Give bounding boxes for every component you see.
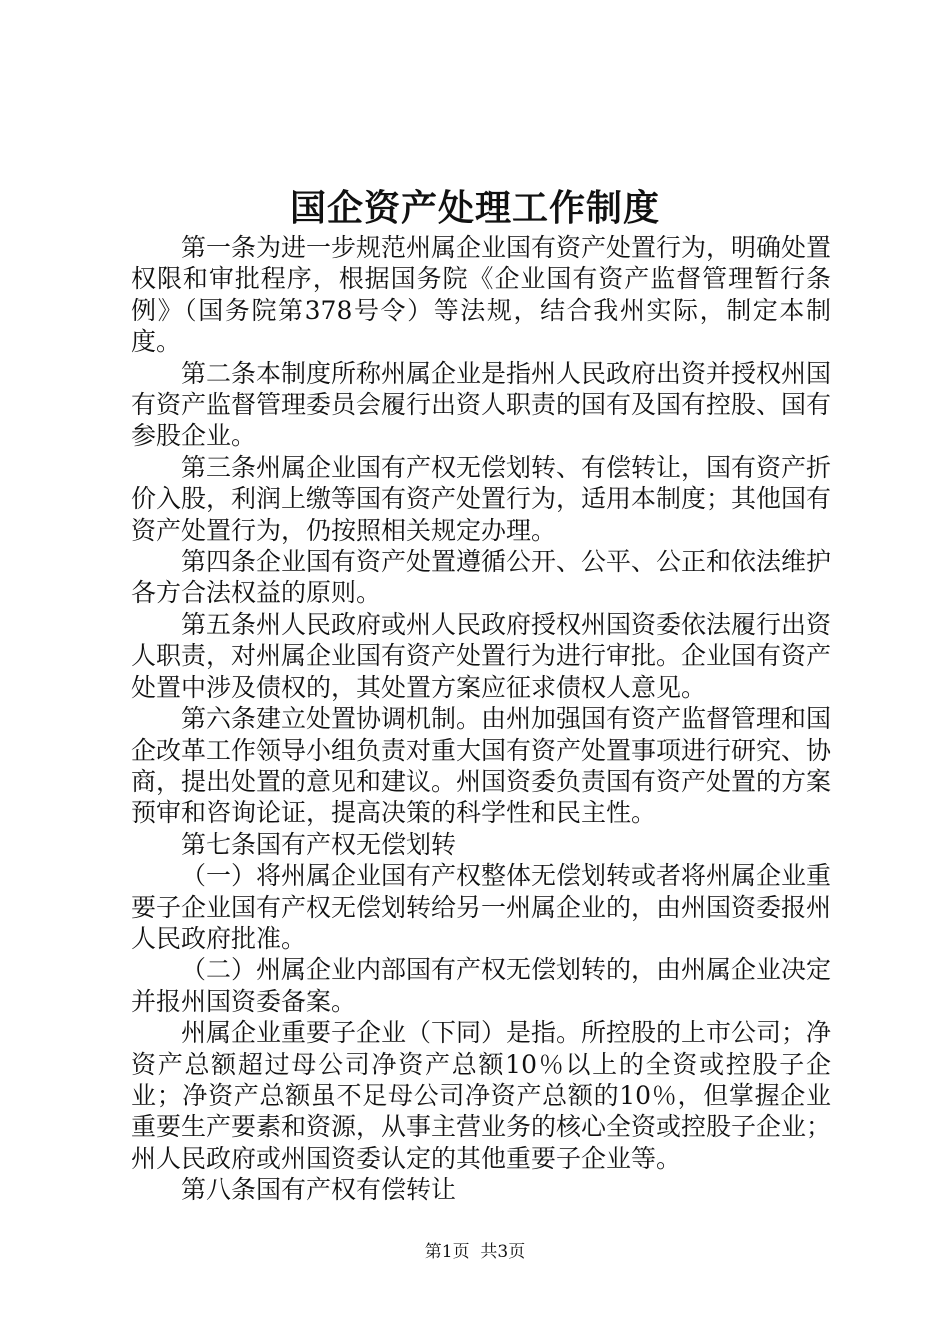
article-6: 第六条建立处置协调机制。由州加强国有资产监督管理和国企改革工作领导小组负责对重大国有资产处置事项进行研究、协商，提出处置的意见和建议。州国资委负责国有资产处置的方案预审和咨询论证，提高决策的科学性和民主性。 bbox=[131, 704, 832, 828]
article-3: 第三条州属企业国有产权无偿划转、有偿转让，国有资产折价入股，利润上缴等国有资产处置行为，适用本制度；其他国有资产处置行为，仍按照相关规定办理。 bbox=[131, 452, 832, 545]
article-7-clause-2: （二）州属企业内部国有产权无偿划转的，由州属企业决定并报州国资委备案。 bbox=[131, 955, 832, 1016]
article-2: 第二条本制度所称州属企业是指州人民政府出资并授权州国有资产监督管理委员会履行出资人职责的国有及国有控股、国有参股企业。 bbox=[131, 358, 832, 451]
article-7-heading: 第七条国有产权无偿划转 bbox=[181, 829, 457, 859]
article-7-clause-1: （一）将州属企业国有产权整体无偿划转或者将州属企业重要子企业国有产权无偿划转给另一州属企业的，由州国资委报州人民政府批准。 bbox=[131, 861, 832, 953]
footer-spacer bbox=[470, 1242, 481, 1262]
page-total: 共3页 bbox=[480, 1242, 526, 1262]
article-8-heading: 第八条国有产权有偿转让 bbox=[181, 1175, 457, 1205]
important-subsidiary-definition: 州属企业重要子企业（下同）是指。所控股的上市公司；净资产总额超过母公司净资产总额10％以上的全资或控股子企业；净资产总额虽不足母公司净资产总额的10％，但掌握企业重要生产要素和资源，从事主营业务的核心全资或控股子企业；州人民政府或州国资委认定的其他重要子企业等。 bbox=[131, 1018, 832, 1173]
document-body bbox=[131, 232, 831, 1206]
article-5: 第五条州人民政府或州人民政府授权州国资委依法履行出资人职责，对州属企业国有资产处置行为进行审批。企业国有资产处置中涉及债权的，其处置方案应征求债权人意见。 bbox=[131, 609, 832, 702]
article-1: 第一条为进一步规范州属企业国有资产处置行为，明确处置权限和审批程序，根据国务院《企业国有资产监督管理暂行条例》（国务院第378号令）等法规，结合我州实际，制定本制度。 bbox=[131, 233, 832, 357]
article-4: 第四条企业国有资产处置遵循公开、公平、公正和依法维护各方合法权益的原则。 bbox=[131, 547, 832, 608]
document-title: 国企资产处理工作制度 bbox=[289, 187, 660, 229]
page-number: 第1页 bbox=[424, 1242, 470, 1262]
page-footer bbox=[0, 1241, 950, 1263]
